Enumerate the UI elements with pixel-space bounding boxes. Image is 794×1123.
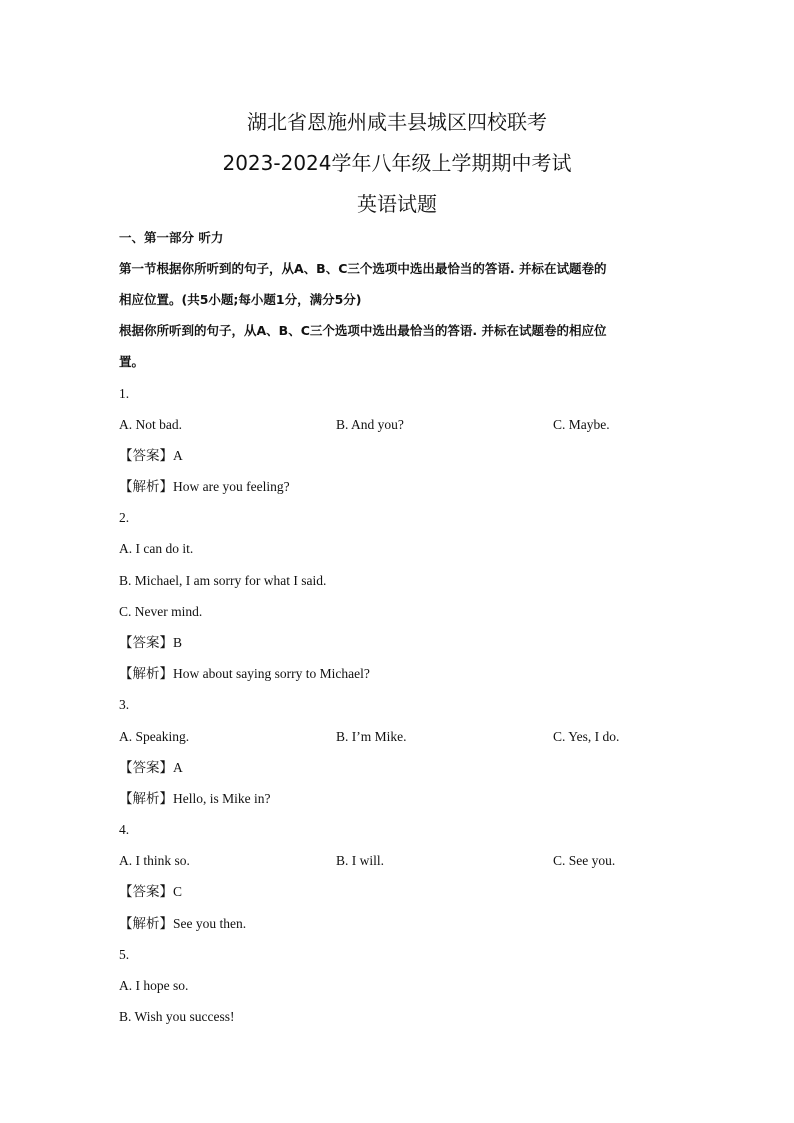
answer-line: 【答案】A (119, 760, 183, 775)
question-option: C. Yes, I do. (553, 729, 620, 744)
question-number: 2. (119, 510, 130, 525)
analysis-line: 【解析】How are you feeling? (119, 479, 290, 494)
question-option: B. Wish you success! (119, 1009, 235, 1024)
question-option: C. Maybe. (553, 417, 610, 432)
question-option: C. See you. (553, 853, 616, 868)
document-title-line-3: 英语试题 (357, 192, 437, 216)
section-instruction-2-line-1: 根据你所听到的句子，从A、B、C三个选项中选出最恰当的答语. 并标在试题卷的相应位 (119, 323, 607, 338)
section-heading: 一、第一部分 听力 (119, 230, 224, 245)
question-number: 3. (119, 697, 130, 712)
question-option: A. I think so. (119, 853, 190, 868)
question-number: 4. (119, 822, 130, 837)
question-option: A. Speaking. (119, 729, 190, 744)
document-title-line-1: 湖北省恩施州咸丰县城区四校联考 (247, 110, 547, 134)
section-instruction-line-1: 第一节根据你所听到的句子，从A、B、C三个选项中选出最恰当的答语. 并标在试题卷的 (119, 261, 607, 276)
question-option: B. And you? (336, 417, 404, 432)
analysis-line: 【解析】See you then. (119, 916, 247, 931)
question-option: B. I’m Mike. (336, 729, 407, 744)
answer-line: 【答案】A (119, 448, 183, 463)
analysis-line: 【解析】Hello, is Mike in? (119, 791, 271, 806)
question-number: 5. (119, 947, 130, 962)
question-option: B. Michael, I am sorry for what I said. (119, 573, 327, 588)
question-option: A. Not bad. (119, 417, 182, 432)
document-title-line-2: 2023-2024学年八年级上学期期中考试 (222, 151, 572, 175)
analysis-line: 【解析】How about saying sorry to Michael? (119, 666, 370, 681)
section-instruction-2-line-2: 置。 (119, 354, 145, 369)
question-option: A. I hope so. (119, 978, 189, 993)
answer-line: 【答案】C (119, 884, 183, 899)
answer-line: 【答案】B (119, 635, 183, 650)
question-option: C. Never mind. (119, 604, 203, 619)
question-option: B. I will. (336, 853, 385, 868)
question-option: A. I can do it. (119, 541, 194, 556)
section-instruction-line-2: 相应位置。(共5小题;每小题1分，满分5分) (119, 292, 362, 307)
question-number: 1. (119, 386, 130, 401)
